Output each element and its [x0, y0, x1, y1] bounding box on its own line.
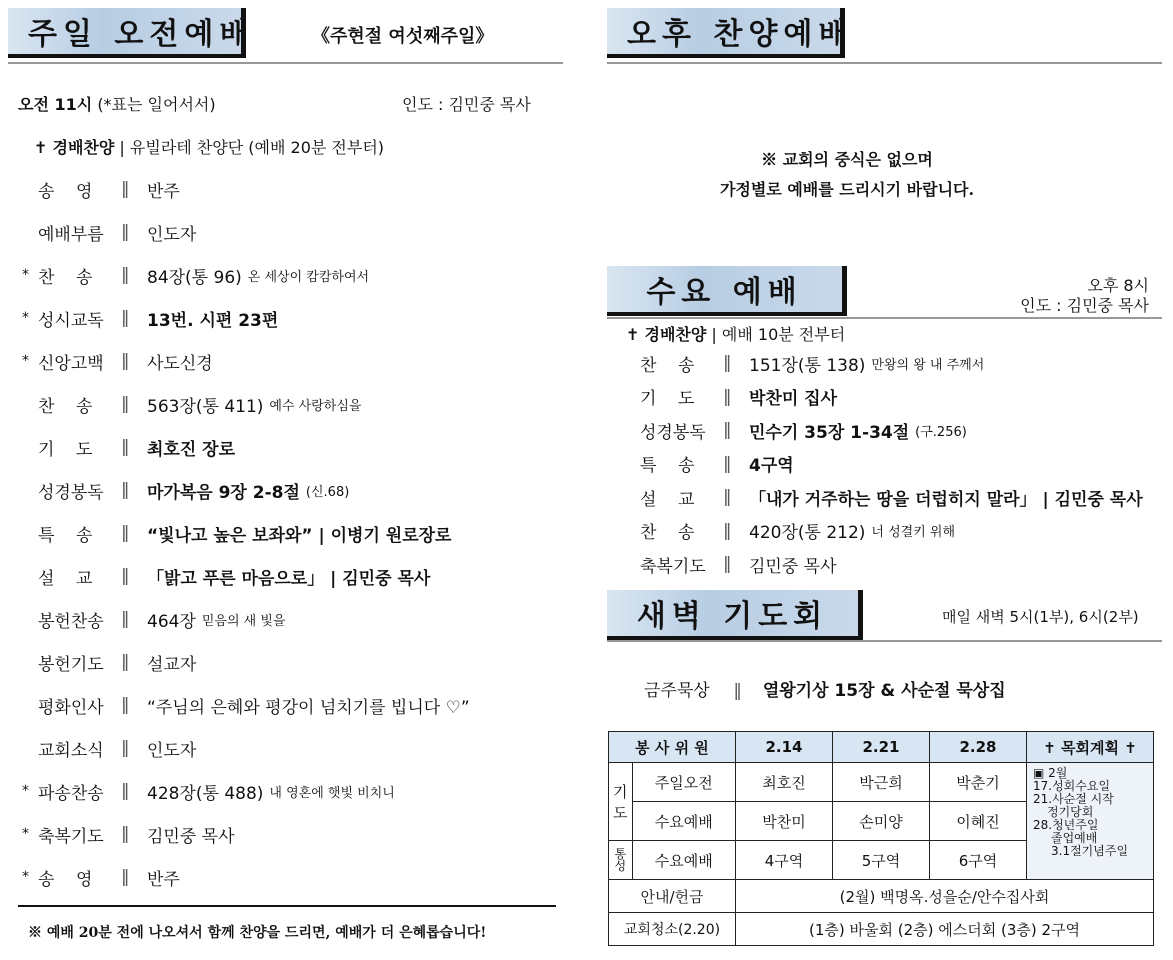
group-gido: 기 도 [609, 763, 633, 841]
stand-mark: * [22, 869, 29, 885]
row-name: 주일오전 [632, 763, 736, 802]
order-label: 찬 송 [38, 267, 93, 288]
wed-praise-line [626, 322, 845, 345]
dawn-meditation [644, 676, 1006, 701]
sep: ‖ [121, 609, 130, 629]
sep: ‖ [121, 351, 130, 371]
cell: 이혜진 [930, 802, 1027, 841]
order-item [22, 690, 476, 720]
footer-note: ※ 예배 20분 전에 나오셔서 함께 찬양을 드리면, 예배가 더 은혜롭습니다! [28, 925, 487, 941]
order-item [22, 260, 369, 290]
wed-praise-sep: | [711, 325, 717, 344]
cell: 최호진 [736, 763, 833, 802]
order-value: 마가복음 9장 2-8절 [147, 482, 300, 503]
order-note: 믿음의 새 빛을 [201, 613, 286, 629]
wednesday-leader: 인도 : 김민중 목사 [1020, 296, 1149, 315]
order-value: 인도자 [147, 224, 197, 245]
order-item [22, 475, 349, 505]
order-label: 송 영 [38, 181, 93, 202]
wed-order-item [640, 516, 955, 546]
sep: ‖ [121, 394, 130, 414]
cell: 박근희 [833, 763, 930, 802]
wednesday-time: 오후 8시 [1087, 276, 1149, 295]
stand-mark: * [22, 267, 29, 283]
dawn-schedule: 매일 새벽 5시(1부), 6시(2부) [942, 608, 1139, 626]
order-label: 특 송 [38, 525, 93, 546]
wed-order-item [640, 382, 843, 412]
order-value: 반주 [147, 181, 180, 202]
order-label: 찬 송 [640, 523, 695, 543]
order-value: 반주 [147, 869, 180, 890]
sep: ‖ [121, 437, 130, 457]
order-note: 내 영혼에 햇빛 비치니 [269, 785, 395, 801]
order-label: 축복기도 [38, 826, 104, 847]
stand-mark: * [22, 826, 29, 842]
dawn-service-title: 새벽 기도회 [607, 590, 863, 640]
order-value: 설교자 [147, 654, 197, 675]
afternoon-line2: 가정별로 예배를 드리시기 바랍니다. [719, 180, 975, 199]
stand-mark: * [22, 310, 29, 326]
order-note: 예수 사랑하심을 [269, 398, 362, 414]
cell: 4구역 [736, 841, 833, 880]
order-value: 428장(통 488) [147, 783, 264, 804]
order-note: 만왕의 왕 내 주께서 [871, 357, 985, 373]
order-label: 성경봉독 [38, 482, 104, 503]
order-item [22, 432, 241, 462]
plan-line: 17.성회수요일 [1033, 779, 1111, 793]
service-table [608, 731, 1154, 946]
sep: ‖ [723, 554, 732, 574]
order-item [22, 733, 202, 763]
wed-praise-label: 경배찬양 [644, 325, 707, 344]
order-label: 성시교독 [38, 310, 104, 331]
date-header: 2.21 [833, 732, 930, 763]
service-time-line [18, 92, 216, 115]
order-note: 너 성결키 위해 [871, 525, 956, 540]
order-label: 봉헌기도 [38, 654, 104, 675]
order-item [22, 862, 186, 892]
cell: 5구역 [833, 841, 930, 880]
order-value: 인도자 [147, 740, 197, 761]
sep: ‖ [121, 222, 130, 242]
order-label: 설 교 [38, 568, 93, 589]
order-value: 464장 [147, 611, 196, 632]
sep: ‖ [723, 386, 732, 407]
sep: ‖ [121, 523, 130, 543]
order-note: (신.68) [305, 484, 350, 500]
table-header: 봉 사 위 원 [609, 732, 736, 763]
order-label: 찬 송 [38, 396, 93, 417]
order-value: “빛나고 높은 보좌와” | 이병기 원로장로 [147, 525, 452, 546]
order-item [22, 217, 202, 247]
sep: ‖ [121, 480, 130, 500]
order-label: 신앙고백 [38, 353, 104, 374]
order-label: 특 송 [640, 456, 695, 476]
group-tong: 통 성 [609, 841, 633, 880]
plan-line: 졸업예배 [1051, 831, 1098, 845]
order-item [22, 174, 186, 204]
order-value: 420장(통 212) [749, 523, 866, 543]
order-item [22, 647, 202, 677]
sep: ‖ [723, 420, 732, 440]
sep: ‖ [723, 353, 732, 373]
plan-line: 21.사순절 시작 [1033, 792, 1114, 806]
order-label: 기 도 [38, 439, 93, 460]
cell: 박춘기 [930, 763, 1027, 802]
plan-header: ✝ 목회계획 ✝ [1027, 732, 1154, 763]
order-label: 평화인사 [38, 697, 104, 718]
praise-sep: | [119, 138, 125, 157]
praise-value: 유빌라테 찬양단 (예배 20분 전부터) [129, 138, 385, 157]
order-value: 민수기 35장 1-34절 [749, 422, 910, 443]
stand-mark: * [22, 353, 29, 369]
sep: ‖ [121, 695, 130, 715]
sep: ‖ [121, 738, 130, 758]
order-label: 설 교 [640, 489, 695, 510]
divider [8, 62, 563, 64]
order-label: 찬 송 [640, 355, 695, 376]
wednesday-service-title: 수요 예배 [607, 266, 847, 316]
order-label: 기 도 [640, 389, 695, 409]
order-note: 온 세상이 캄캄하여서 [247, 269, 370, 285]
sep: ‖ [723, 520, 732, 541]
plan-line: 정기당회 [1047, 805, 1094, 819]
cell: 6구역 [930, 841, 1027, 880]
cross-icon: ✝ [626, 325, 640, 344]
order-item [22, 303, 284, 333]
order-label: 예배부름 [38, 224, 104, 245]
cross-icon: ✝ [34, 138, 48, 157]
wed-order-item [640, 549, 843, 579]
sep: ‖ [723, 487, 732, 507]
afternoon-line1: ※ 교회의 중식은 없으며 [761, 150, 933, 169]
order-label: 봉헌찬송 [38, 611, 104, 632]
order-value: 사도신경 [147, 353, 213, 374]
order-label: 교회소식 [38, 740, 104, 761]
dawn-label: 금주묵상 [644, 681, 710, 701]
order-item [22, 819, 241, 849]
order-value: 「내가 거주하는 땅을 더럽히지 말라」 | 김민중 목사 [749, 489, 1143, 510]
footer-divider [18, 905, 556, 907]
order-value: 84장(통 96) [147, 267, 242, 288]
sep: ‖ [121, 652, 130, 672]
divider [607, 62, 1162, 64]
divider [607, 640, 1162, 642]
sep: ‖ [121, 781, 130, 801]
divider [607, 317, 1162, 319]
sep: ‖ [121, 265, 130, 285]
sep: ‖ [723, 453, 732, 474]
wed-order-item [640, 348, 984, 378]
order-value: 김민중 목사 [147, 826, 235, 847]
sep: ‖ [121, 824, 130, 844]
order-value: 최호진 장로 [147, 439, 236, 460]
clean-value: (1층) 바울회 (2층) 에스더회 (3층) 2구역 [736, 913, 1154, 946]
plan-line: ▣ 2월 [1033, 766, 1068, 780]
plan-cell [1027, 763, 1154, 880]
order-label: 축복기도 [640, 556, 706, 577]
plan-line: 3.1절기념주일 [1051, 844, 1129, 858]
cell: 손미양 [833, 802, 930, 841]
sunday-leader: 인도 : 김민중 목사 [402, 95, 531, 114]
date-header: 2.28 [930, 732, 1027, 763]
wed-order-item [640, 482, 1149, 512]
row-name: 수요예배 [632, 841, 736, 880]
plan-line: 28.청년주일 [1033, 818, 1099, 832]
order-label: 성경봉독 [640, 422, 706, 443]
order-value: 563장(통 411) [147, 396, 264, 417]
afternoon-service-title: 오후 찬양예배 [607, 8, 845, 58]
order-item [22, 346, 219, 376]
service-time: 오전 11시 [18, 95, 93, 114]
dawn-value: 열왕기상 15장 & 사순절 묵상집 [762, 681, 1006, 701]
order-item [22, 776, 395, 806]
guide-value: (2월) 백명옥.성을순/안수집사회 [736, 880, 1154, 913]
sep: ‖ [733, 681, 742, 701]
order-value: 13번. 시편 23편 [147, 310, 279, 331]
wed-order-item [640, 415, 967, 445]
order-item [22, 518, 457, 548]
order-value: “주님의 은혜와 평강이 넘치기를 빕니다 ♡” [147, 697, 470, 718]
wed-praise-value: 예배 10분 전부터 [721, 325, 846, 344]
guide-label: 안내/헌금 [609, 880, 736, 913]
order-label: 송 영 [38, 869, 93, 890]
sunday-subtitle: 《주현절 여섯째주일》 [312, 26, 494, 47]
order-item [22, 389, 361, 419]
sep: ‖ [121, 179, 130, 199]
stand-note: (*표는 일어서서) [97, 95, 216, 114]
order-value: 151장(통 138) [749, 355, 866, 376]
stand-mark: * [22, 783, 29, 799]
date-header: 2.14 [736, 732, 833, 763]
praise-label: 경배찬양 [52, 138, 115, 157]
order-value: 4구역 [749, 456, 794, 476]
order-note: (구.256) [915, 424, 967, 440]
wed-order-item [640, 449, 800, 479]
order-value: 「밝고 푸른 마음으로」 | 김민중 목사 [147, 568, 431, 589]
sep: ‖ [121, 566, 130, 586]
order-item [22, 604, 286, 634]
order-value: 김민중 목사 [749, 556, 837, 577]
order-value: 박찬미 집사 [749, 389, 838, 409]
sep: ‖ [121, 308, 130, 328]
sunday-service-title: 주일 오전예배 [8, 8, 246, 58]
sep: ‖ [121, 867, 130, 887]
praise-line [34, 135, 384, 158]
cell: 박찬미 [736, 802, 833, 841]
order-label: 파송찬송 [38, 783, 104, 804]
order-item [22, 561, 436, 591]
clean-label: 교회청소(2.20) [609, 913, 736, 946]
row-name: 수요예배 [632, 802, 736, 841]
